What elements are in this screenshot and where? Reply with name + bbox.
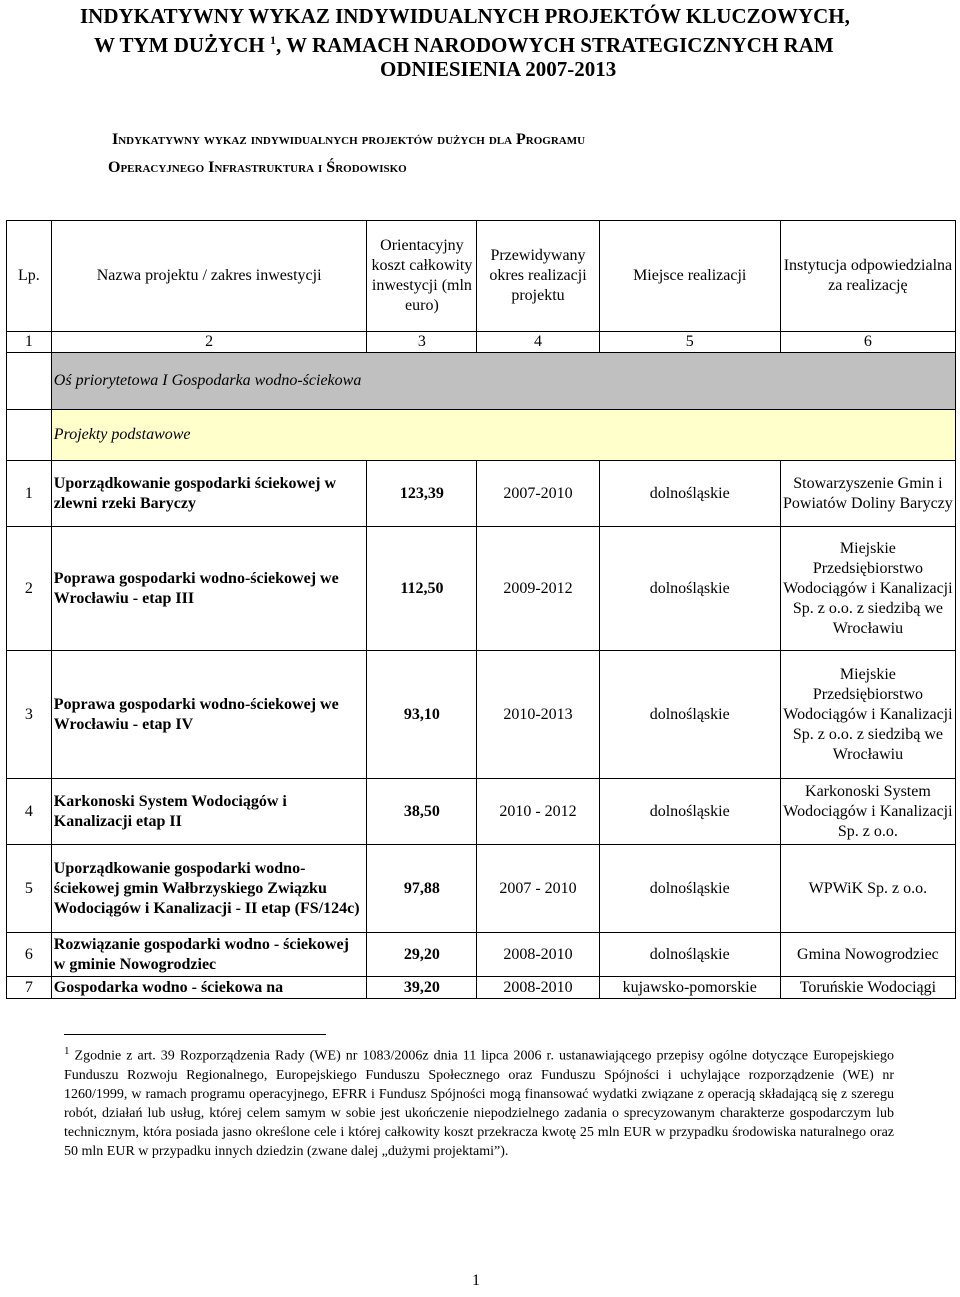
page-number: 1	[472, 1272, 480, 1289]
column-number: 5	[599, 332, 780, 353]
row-period: 2009-2012	[477, 527, 599, 651]
row-cost: 29,20	[367, 933, 477, 977]
row-name: Poprawa gospodarki wodno-ściekowej we Wrocławiu - etap IV	[51, 651, 367, 779]
table-row	[7, 779, 956, 845]
row-name: Poprawa gospodarki wodno-ściekowej we Wrocławiu - etap III	[51, 527, 367, 651]
row-period: 2008-2010	[477, 977, 599, 999]
row-place: dolnośląskie	[599, 933, 780, 977]
row-institution: Toruńskie Wodociągi	[780, 977, 955, 999]
column-number: 3	[367, 332, 477, 353]
row-place: kujawsko-pomorskie	[599, 977, 780, 999]
row-lp: 6	[7, 933, 52, 977]
header-institution: Instytucja odpowiedzialna za realizację	[780, 221, 955, 332]
row-period: 2007 - 2010	[477, 845, 599, 933]
row-place: dolnośląskie	[599, 779, 780, 845]
row-place: dolnośląskie	[599, 461, 780, 527]
column-numbers-row	[7, 332, 956, 353]
column-number: 2	[51, 332, 367, 353]
row-institution: WPWiK Sp. z o.o.	[780, 845, 955, 933]
row-cost: 39,20	[367, 977, 477, 999]
priority-axis-row	[7, 353, 956, 410]
row-period: 2010 - 2012	[477, 779, 599, 845]
subtitle-line-2: Operacyjnego Infrastruktura i Środowisko	[108, 159, 407, 176]
row-lp: 5	[7, 845, 52, 933]
row-cost: 38,50	[367, 779, 477, 845]
header-cost: Orientacyjny koszt całkowity inwestycji (mln euro)	[367, 221, 477, 332]
section-label: Projekty podstawowe	[51, 410, 955, 461]
title-line-2: W TYM DUŻYCH $^1$, W RAMACH NARODOWYCH STRATEGICZNYCH RAM	[94, 33, 834, 57]
priority-axis-label: Oś priorytetowa I Gospodarka wodno-ściekowa	[51, 353, 955, 410]
footnote-text: Zgodnie z art. 39 Rozporządzenia Rady (WE) nr 1083/2006z dnia 11 lipca 2006 r. ustanawiającego przepisy ogólne dotyczące Europejskiego Funduszu Rozwoju Regionalnego, Europejskiego Funduszu Społecznego oraz Funduszu Spójności i uchylające rozporządzenie (WE) nr 1260/1999, w ramach programu operacyjnego, EFRR i Fundusz Spójności mogą finansować wydatki związane z operacją składającą się z szeregu robót, działań lub usług, której celem samym w sobie jest ukończenie niepodzielnego zadania o sprecyzowanym charakterze gospodarczym lub technicznym, która posiada jasno określone cele i której całkowity koszt przekracza kwotę 25 mln EUR w przypadku środowiska naturalnego oraz 50 mln EUR w przypadku innych dziedzin (zwane dalej „dużymi projektami”).	[64, 1048, 895, 1159]
projects-table	[6, 220, 956, 999]
header-lp: Lp.	[7, 221, 52, 332]
row-institution: Karkonoski System Wodociągów i Kanalizacji Sp. z o.o.	[780, 779, 955, 845]
header-place: Miejsce realizacji	[599, 221, 780, 332]
row-place: dolnośląskie	[599, 845, 780, 933]
row-place: dolnośląskie	[599, 527, 780, 651]
row-period: 2007-2010	[477, 461, 599, 527]
header-period: Przewidywany okres realizacji projektu	[477, 221, 599, 332]
row-institution: Gmina Nowogrodziec	[780, 933, 955, 977]
document-subtitle	[108, 126, 586, 182]
table-header-row	[7, 221, 956, 332]
row-name: Uporządkowanie gospodarki wodno-ściekowej gmin Wałbrzyskiego Związku Wodociągów i Kanalizacji - II etap (FS/124c)	[51, 845, 367, 933]
row-place: dolnośląskie	[599, 651, 780, 779]
row-lp: 7	[7, 977, 52, 999]
row-lp: 4	[7, 779, 52, 845]
row-lp: 3	[7, 651, 52, 779]
row-institution: Miejskie Przedsiębiorstwo Wodociągów i Kanalizacji Sp. z o.o. z siedzibą we Wrocławiu	[780, 527, 955, 651]
table-row	[7, 933, 956, 977]
section-empty-cell	[7, 410, 52, 461]
row-period: 2008-2010	[477, 933, 599, 977]
title-line-3: ODNIESIENIA 2007-2013	[380, 57, 617, 81]
row-lp: 1	[7, 461, 52, 527]
row-institution: Miejskie Przedsiębiorstwo Wodociągów i Kanalizacji Sp. z o.o. z siedzibą we Wrocławiu	[780, 651, 955, 779]
row-cost: 123,39	[367, 461, 477, 527]
footnote	[64, 1042, 894, 1161]
row-institution: Stowarzyszenie Gmin i Powiatów Doliny Baryczy	[780, 461, 955, 527]
column-number: 6	[780, 332, 955, 353]
footnote-ref[interactable]: 1	[270, 33, 276, 47]
footnote-divider	[64, 1034, 326, 1035]
row-name: Rozwiązanie gospodarki wodno - ściekowej w gminie Nowogrodziec	[51, 933, 367, 977]
row-name: Gospodarka wodno - ściekowa na	[51, 977, 367, 999]
row-cost: 93,10	[367, 651, 477, 779]
table-row	[7, 651, 956, 779]
row-cost: 97,88	[367, 845, 477, 933]
column-number: 4	[477, 332, 599, 353]
section-row	[7, 410, 956, 461]
row-cost: 112,50	[367, 527, 477, 651]
axis-empty-cell	[7, 353, 52, 410]
footnote-marker: 1	[64, 1045, 70, 1057]
table-row	[7, 527, 956, 651]
document-title	[0, 0, 960, 81]
row-lp: 2	[7, 527, 52, 651]
table-row	[7, 461, 956, 527]
row-name: Uporządkowanie gospodarki ściekowej w zlewni rzeki Baryczy	[51, 461, 367, 527]
column-number: 1	[7, 332, 52, 353]
table-row	[7, 845, 956, 933]
table-row	[7, 977, 956, 999]
subtitle-line-1: Indykatywny wykaz indywidualnych projektów dużych dla Programu	[112, 131, 586, 148]
row-name: Karkonoski System Wodociągów i Kanalizacji etap II	[51, 779, 367, 845]
row-period: 2010-2013	[477, 651, 599, 779]
header-name: Nazwa projektu / zakres inwestycji	[51, 221, 367, 332]
title-line-1: INDYKATYWNY WYKAZ INDYWIDUALNYCH PROJEKTÓW KLUCZOWYCH,	[80, 4, 850, 28]
